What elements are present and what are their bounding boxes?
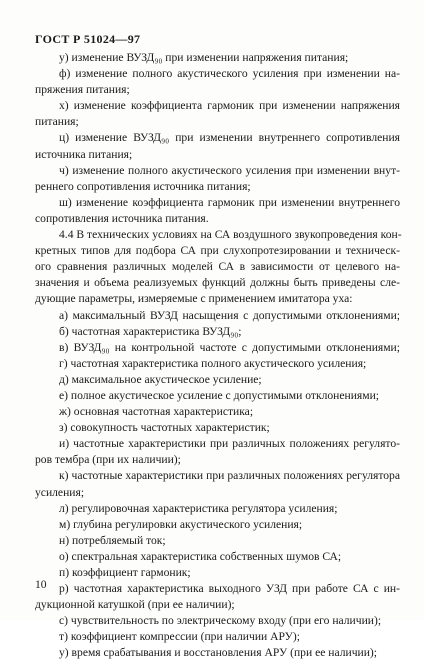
- text-line: л) регулировочная характеристика регулятора усиления;: [59, 501, 338, 515]
- text-line: усиления;: [35, 485, 85, 499]
- text-line: ц) изменение ВУЗД₉₀ при изменении внутреннего сопротивления: [59, 131, 400, 145]
- text-line: ф) изменение полного акустического усиления при изменении на-: [59, 67, 400, 81]
- text-line: ж) основная частотная характеристика;: [59, 405, 254, 419]
- text-line: с) чувствительность по электрическому входу (при его наличии);: [59, 614, 382, 628]
- text-line: у) время срабатывания и восстановления АРУ (при ее наличии);: [59, 646, 378, 660]
- text-line: т) коэффициент компрессии (при наличии АРУ);: [59, 630, 300, 644]
- text-line: сопротивления источника питания.: [35, 211, 209, 225]
- document-header: ГОСТ Р 51024—97: [35, 32, 141, 46]
- text-line: ого сравнения различных моделей СА в зависимости от целевого на-: [35, 260, 400, 274]
- text-line: и) частотные характеристики при различных положениях регулято-: [59, 437, 400, 451]
- text-line: ч) изменение полного акустического усиления при изменении внут-: [59, 163, 400, 177]
- text-line: д) максимальное акустическое усиление;: [59, 372, 262, 386]
- text-line: кретных типов для подбора СА при слухопротезировании и техническ-: [35, 244, 400, 258]
- text-line: н) потребляемый ток;: [59, 533, 166, 547]
- text-line: дующие параметры, измеряемые с применением имитатора уха:: [35, 292, 353, 306]
- document-body: [35, 50, 400, 662]
- text-line: е) полное акустическое усиление с допустимыми отклонениями;: [59, 388, 380, 402]
- text-line: 4.4 В технических условиях на СА воздушного звукопроведения кон-: [59, 228, 402, 242]
- text-line: пряжения питания;: [35, 83, 130, 97]
- text-line: в) ВУЗД₉₀ на контрольной частоте с допустимыми отклонениями;: [59, 340, 400, 354]
- page-number: 10: [35, 578, 47, 591]
- text-line: р) частотная характеристика выходного УЗД при работе СА с ин-: [59, 582, 400, 596]
- text-line: г) частотная характеристика полного акустического усиления;: [59, 356, 367, 370]
- text-line: х) изменение коэффициента гармоник при изменении напряжения: [59, 99, 400, 113]
- text-line: п) коэффициент гармоник;: [59, 566, 191, 579]
- text-line: з) совокупность частотных характеристик;: [59, 421, 270, 435]
- text-line: реннего сопротивления источника питания;: [35, 179, 251, 193]
- text-line: ров тембра (при их наличии);: [35, 453, 181, 467]
- text-line: б) частотная характеристика ВУЗД₉₀;: [59, 324, 242, 338]
- text-line: значения и объема реализуемых функций должны быть приведены сле-: [35, 276, 400, 290]
- text-line: дукционной катушкой (при ее наличии);: [35, 598, 235, 612]
- text-line: а) максимальный ВУЗД насыщения с допустимыми отклонениями;: [59, 308, 400, 322]
- text-line: у) изменение ВУЗД₉₀ при изменении напряжения питания;: [59, 51, 349, 64]
- text-line: питания;: [35, 115, 79, 129]
- text-line: ш) изменение коэффициента гармоник при изменении внутреннего: [59, 195, 400, 209]
- text-line: м) глубина регулировки акустического усиления;: [59, 517, 303, 531]
- text-line: источника питания;: [35, 147, 133, 161]
- text-line: к) частотные характеристики при различных положениях регулятора: [59, 469, 400, 483]
- text-line: о) спектральная характеристика собственных шумов СА;: [59, 549, 342, 563]
